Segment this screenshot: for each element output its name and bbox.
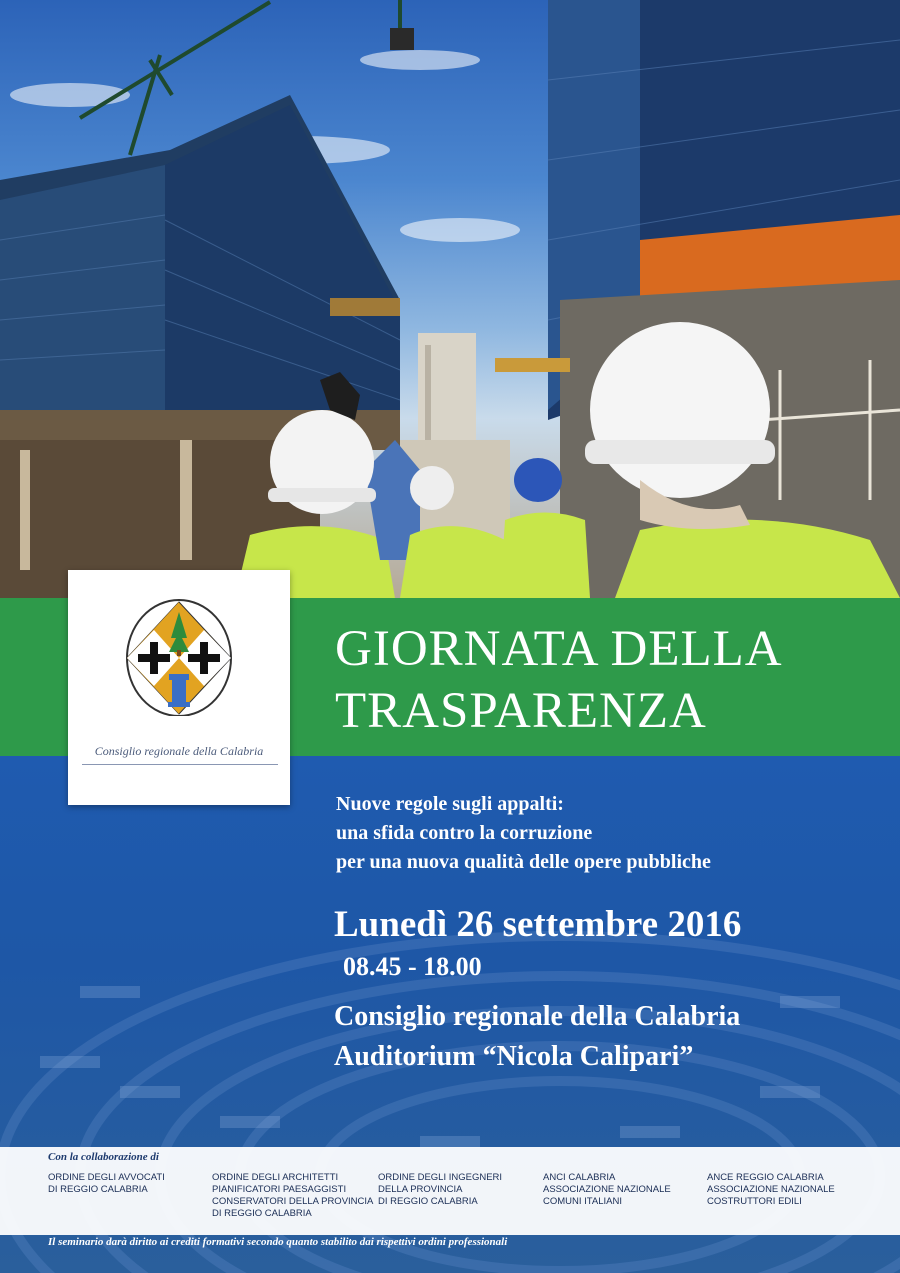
partner-line: ORDINE DEGLI ARCHITETTI bbox=[212, 1172, 339, 1183]
partner-line: COSTRUTTORI EDILI bbox=[707, 1196, 802, 1207]
construction-photo bbox=[0, 0, 900, 598]
partner-line: COMUNI ITALIANI bbox=[543, 1196, 622, 1207]
partner-line: PIANIFICATORI PAESAGGISTI bbox=[212, 1184, 347, 1195]
partner-ordine-avvocati bbox=[48, 1172, 165, 1196]
partner-line: ASSOCIAZIONE NAZIONALE bbox=[543, 1184, 671, 1195]
logo-divider bbox=[82, 764, 278, 765]
subtitle-line: una sfida contro la corruzione bbox=[336, 822, 593, 844]
left-building bbox=[0, 95, 400, 598]
partner-line: CONSERVATORI DELLA PROVINCIA bbox=[212, 1196, 374, 1207]
event-venue bbox=[334, 997, 740, 1077]
subtitle-line: Nuove regole sugli appalti: bbox=[336, 793, 564, 815]
event-title-line: GIORNATA DELLA bbox=[335, 621, 783, 677]
event-time: 08.45 - 18.00 bbox=[343, 952, 482, 981]
partner-line: ORDINE DEGLI INGEGNERI bbox=[378, 1172, 503, 1183]
event-title bbox=[335, 618, 783, 742]
partner-line: DI REGGIO CALABRIA bbox=[378, 1196, 478, 1207]
credits-note: Il seminario darà diritto ai crediti formativi secondo quanto stabilito dai rispettivi ordini professionali bbox=[48, 1236, 508, 1248]
event-date: Lunedì 26 settembre 2016 bbox=[334, 904, 742, 945]
partner-line: ORDINE DEGLI AVVOCATI bbox=[48, 1172, 165, 1183]
partner-ordine-architetti bbox=[212, 1172, 373, 1220]
event-subtitle bbox=[336, 790, 711, 877]
partner-line: ASSOCIAZIONE NAZIONALE bbox=[707, 1184, 835, 1195]
partner-line: ANCI CALABRIA bbox=[543, 1172, 616, 1183]
subtitle-line: per una nuova qualità delle opere pubbliche bbox=[336, 851, 711, 873]
construction-scene bbox=[0, 0, 900, 598]
partners-strip bbox=[0, 1147, 900, 1235]
partner-anci-calabria bbox=[543, 1172, 671, 1208]
logo-caption: Consiglio regionale della Calabria bbox=[94, 744, 264, 758]
partner-line: DI REGGIO CALABRIA bbox=[48, 1184, 148, 1195]
partner-line: ANCE REGGIO CALABRIA bbox=[707, 1172, 824, 1183]
event-title-line: TRASPARENZA bbox=[335, 683, 707, 739]
venue-line: Consiglio regionale della Calabria bbox=[334, 1001, 741, 1032]
partner-ordine-ingegneri bbox=[378, 1172, 502, 1208]
partner-line: DI REGGIO CALABRIA bbox=[212, 1208, 312, 1219]
partners-label: Con la collaborazione di bbox=[48, 1151, 159, 1163]
venue-line: Auditorium “Nicola Calipari” bbox=[334, 1041, 694, 1072]
regional-coat-of-arms-icon bbox=[124, 596, 234, 716]
logo-card bbox=[68, 570, 290, 805]
partner-line: DELLA PROVINCIA bbox=[378, 1184, 463, 1195]
partner-ance-reggio bbox=[707, 1172, 835, 1208]
